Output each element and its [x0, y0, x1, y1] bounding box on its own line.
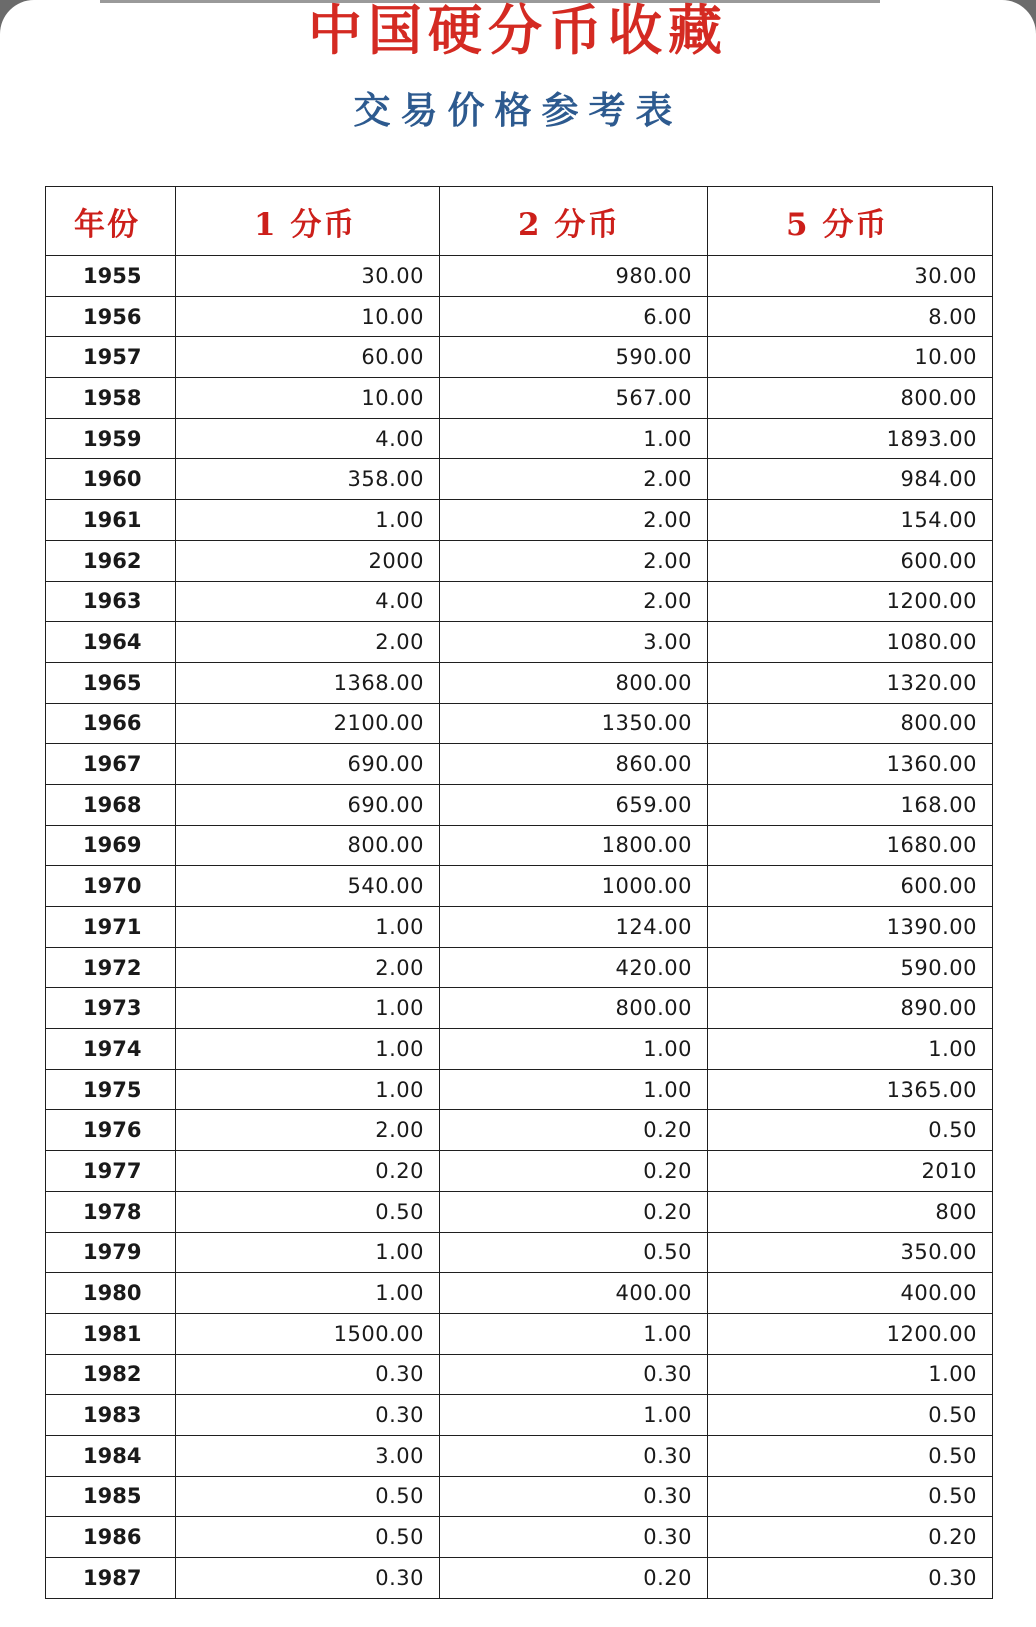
year-cell: 1968: [46, 784, 176, 825]
table-row: [46, 1110, 993, 1151]
price-1-fen-cell: 0.50: [176, 1517, 440, 1558]
table-row: [46, 337, 993, 378]
table-row: [46, 378, 993, 419]
price-2-fen-cell: 420.00: [440, 947, 708, 988]
year-cell: 1977: [46, 1151, 176, 1192]
column-header-year: 年份: [46, 187, 176, 256]
price-5-fen-cell: 1365.00: [708, 1069, 993, 1110]
year-cell: 1972: [46, 947, 176, 988]
price-2-fen-cell: 0.20: [440, 1110, 708, 1151]
table-row: [46, 1232, 993, 1273]
price-1-fen-cell: 690.00: [176, 744, 440, 785]
column-header-1-fen: 1 分币: [176, 187, 440, 256]
price-5-fen-cell: 10.00: [708, 337, 993, 378]
price-5-fen-cell: 600.00: [708, 866, 993, 907]
price-5-fen-cell: 1320.00: [708, 662, 993, 703]
table-row: [46, 988, 993, 1029]
table-row: [46, 256, 993, 297]
year-cell: 1969: [46, 825, 176, 866]
page-subtitle: 交易价格参考表: [353, 88, 683, 132]
price-5-fen-cell: 154.00: [708, 500, 993, 541]
price-5-fen-cell: 0.30: [708, 1558, 993, 1599]
price-5-fen-cell: 590.00: [708, 947, 993, 988]
table-row: [46, 947, 993, 988]
price-2-fen-cell: 2.00: [440, 500, 708, 541]
price-5-fen-cell: 0.20: [708, 1517, 993, 1558]
price-2-fen-cell: 0.50: [440, 1232, 708, 1273]
price-1-fen-cell: 0.50: [176, 1191, 440, 1232]
price-1-fen-cell: 1.00: [176, 1029, 440, 1070]
price-1-fen-cell: 2.00: [176, 947, 440, 988]
price-5-fen-cell: 984.00: [708, 459, 993, 500]
year-cell: 1985: [46, 1476, 176, 1517]
price-2-fen-cell: 1.00: [440, 1313, 708, 1354]
price-1-fen-cell: 1.00: [176, 1069, 440, 1110]
price-2-fen-cell: 860.00: [440, 744, 708, 785]
column-header-2-fen: 2 分币: [440, 187, 708, 256]
year-cell: 1955: [46, 256, 176, 297]
year-cell: 1983: [46, 1395, 176, 1436]
price-2-fen-cell: 0.20: [440, 1151, 708, 1192]
year-cell: 1961: [46, 500, 176, 541]
year-cell: 1965: [46, 662, 176, 703]
price-2-fen-cell: 6.00: [440, 296, 708, 337]
price-2-fen-cell: 400.00: [440, 1273, 708, 1314]
price-1-fen-cell: 1.00: [176, 1232, 440, 1273]
price-5-fen-cell: 1893.00: [708, 418, 993, 459]
price-1-fen-cell: 0.50: [176, 1476, 440, 1517]
year-cell: 1970: [46, 866, 176, 907]
price-5-fen-cell: 30.00: [708, 256, 993, 297]
price-2-fen-cell: 590.00: [440, 337, 708, 378]
page-title: 中国硬分币收藏: [308, 0, 728, 62]
table-row: [46, 459, 993, 500]
price-2-fen-cell: 0.20: [440, 1558, 708, 1599]
price-2-fen-cell: 124.00: [440, 907, 708, 948]
price-table: [45, 186, 993, 1599]
year-cell: 1967: [46, 744, 176, 785]
price-1-fen-cell: 540.00: [176, 866, 440, 907]
table-row: [46, 540, 993, 581]
price-1-fen-cell: 10.00: [176, 378, 440, 419]
price-1-fen-cell: 10.00: [176, 296, 440, 337]
table-row: [46, 1273, 993, 1314]
year-cell: 1959: [46, 418, 176, 459]
price-2-fen-cell: 1350.00: [440, 703, 708, 744]
price-5-fen-cell: 1200.00: [708, 1313, 993, 1354]
price-2-fen-cell: 0.30: [440, 1517, 708, 1558]
price-1-fen-cell: 2.00: [176, 622, 440, 663]
price-5-fen-cell: 1360.00: [708, 744, 993, 785]
price-5-fen-cell: 0.50: [708, 1395, 993, 1436]
price-1-fen-cell: 30.00: [176, 256, 440, 297]
price-1-fen-cell: 2.00: [176, 1110, 440, 1151]
price-1-fen-cell: 0.30: [176, 1354, 440, 1395]
year-cell: 1981: [46, 1313, 176, 1354]
price-5-fen-cell: 168.00: [708, 784, 993, 825]
year-cell: 1966: [46, 703, 176, 744]
price-1-fen-cell: 0.30: [176, 1395, 440, 1436]
table-row: [46, 418, 993, 459]
price-2-fen-cell: 659.00: [440, 784, 708, 825]
price-5-fen-cell: 400.00: [708, 1273, 993, 1314]
price-1-fen-cell: 1500.00: [176, 1313, 440, 1354]
table-row: [46, 1435, 993, 1476]
year-cell: 1962: [46, 540, 176, 581]
price-1-fen-cell: 1.00: [176, 1273, 440, 1314]
header-row: [46, 187, 993, 256]
price-5-fen-cell: 2010: [708, 1151, 993, 1192]
price-2-fen-cell: 0.30: [440, 1435, 708, 1476]
year-cell: 1963: [46, 581, 176, 622]
price-1-fen-cell: 1.00: [176, 907, 440, 948]
price-5-fen-cell: 0.50: [708, 1476, 993, 1517]
column-header-5-fen: 5 分币: [708, 187, 993, 256]
price-2-fen-cell: 0.30: [440, 1354, 708, 1395]
price-1-fen-cell: 0.30: [176, 1558, 440, 1599]
price-2-fen-cell: 2.00: [440, 459, 708, 500]
table-row: [46, 1029, 993, 1070]
table-row: [46, 1354, 993, 1395]
price-5-fen-cell: 350.00: [708, 1232, 993, 1273]
table-row: [46, 296, 993, 337]
table-row: [46, 784, 993, 825]
table-row: [46, 1069, 993, 1110]
price-1-fen-cell: 358.00: [176, 459, 440, 500]
price-1-fen-cell: 4.00: [176, 581, 440, 622]
year-cell: 1958: [46, 378, 176, 419]
price-5-fen-cell: 890.00: [708, 988, 993, 1029]
year-cell: 1979: [46, 1232, 176, 1273]
table-row: [46, 1558, 993, 1599]
year-cell: 1971: [46, 907, 176, 948]
table-row: [46, 1191, 993, 1232]
price-5-fen-cell: 1680.00: [708, 825, 993, 866]
price-5-fen-cell: 8.00: [708, 296, 993, 337]
year-cell: 1956: [46, 296, 176, 337]
price-2-fen-cell: 1.00: [440, 1029, 708, 1070]
table-row: [46, 1395, 993, 1436]
price-5-fen-cell: 0.50: [708, 1435, 993, 1476]
price-2-fen-cell: 1.00: [440, 1395, 708, 1436]
price-1-fen-cell: 800.00: [176, 825, 440, 866]
price-5-fen-cell: 800.00: [708, 378, 993, 419]
table-row: [46, 662, 993, 703]
price-2-fen-cell: 0.30: [440, 1476, 708, 1517]
year-cell: 1974: [46, 1029, 176, 1070]
year-cell: 1987: [46, 1558, 176, 1599]
price-1-fen-cell: 3.00: [176, 1435, 440, 1476]
table-row: [46, 866, 993, 907]
price-5-fen-cell: 1.00: [708, 1029, 993, 1070]
price-2-fen-cell: 1800.00: [440, 825, 708, 866]
price-5-fen-cell: 1.00: [708, 1354, 993, 1395]
price-2-fen-cell: 1.00: [440, 1069, 708, 1110]
year-cell: 1976: [46, 1110, 176, 1151]
table-row: [46, 744, 993, 785]
price-2-fen-cell: 2.00: [440, 540, 708, 581]
price-2-fen-cell: 3.00: [440, 622, 708, 663]
price-1-fen-cell: 0.20: [176, 1151, 440, 1192]
price-1-fen-cell: 2000: [176, 540, 440, 581]
price-2-fen-cell: 567.00: [440, 378, 708, 419]
price-2-fen-cell: 0.20: [440, 1191, 708, 1232]
table-row: [46, 500, 993, 541]
table-row: [46, 907, 993, 948]
year-cell: 1975: [46, 1069, 176, 1110]
table-row: [46, 1476, 993, 1517]
year-cell: 1978: [46, 1191, 176, 1232]
price-5-fen-cell: 1200.00: [708, 581, 993, 622]
table-row: [46, 581, 993, 622]
table-row: [46, 703, 993, 744]
price-2-fen-cell: 1.00: [440, 418, 708, 459]
table-row: [46, 1151, 993, 1192]
price-1-fen-cell: 1368.00: [176, 662, 440, 703]
price-table-header: [46, 187, 993, 256]
price-5-fen-cell: 800.00: [708, 703, 993, 744]
year-cell: 1964: [46, 622, 176, 663]
price-1-fen-cell: 2100.00: [176, 703, 440, 744]
price-2-fen-cell: 2.00: [440, 581, 708, 622]
year-cell: 1980: [46, 1273, 176, 1314]
year-cell: 1982: [46, 1354, 176, 1395]
year-cell: 1973: [46, 988, 176, 1029]
price-5-fen-cell: 1390.00: [708, 907, 993, 948]
table-row: [46, 1313, 993, 1354]
price-1-fen-cell: 1.00: [176, 500, 440, 541]
price-5-fen-cell: 0.50: [708, 1110, 993, 1151]
year-cell: 1986: [46, 1517, 176, 1558]
year-cell: 1960: [46, 459, 176, 500]
price-5-fen-cell: 1080.00: [708, 622, 993, 663]
price-1-fen-cell: 1.00: [176, 988, 440, 1029]
price-5-fen-cell: 600.00: [708, 540, 993, 581]
price-2-fen-cell: 800.00: [440, 662, 708, 703]
price-table-body: [46, 256, 993, 1599]
price-1-fen-cell: 60.00: [176, 337, 440, 378]
table-row: [46, 1517, 993, 1558]
table-row: [46, 825, 993, 866]
year-cell: 1984: [46, 1435, 176, 1476]
table-row: [46, 622, 993, 663]
price-2-fen-cell: 800.00: [440, 988, 708, 1029]
price-1-fen-cell: 4.00: [176, 418, 440, 459]
year-cell: 1957: [46, 337, 176, 378]
price-1-fen-cell: 690.00: [176, 784, 440, 825]
price-2-fen-cell: 1000.00: [440, 866, 708, 907]
price-5-fen-cell: 800: [708, 1191, 993, 1232]
price-2-fen-cell: 980.00: [440, 256, 708, 297]
